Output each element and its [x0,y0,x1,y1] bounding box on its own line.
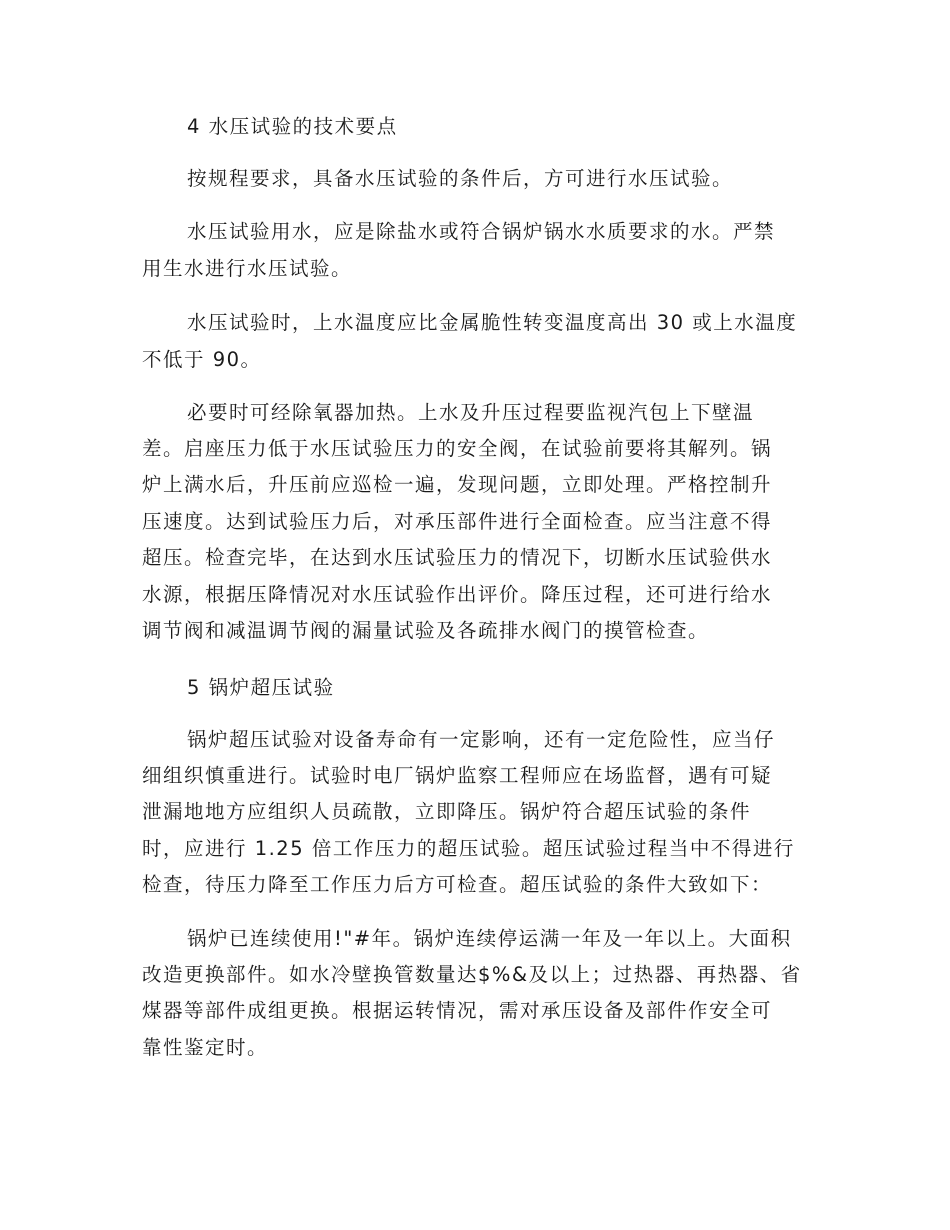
section-heading-4: 4 水压试验的技术要点 [187,115,398,138]
paragraph-4-line-7: 调节阀和减温调节阀的漏量试验及各疏排水阀门的摸管检查。 [142,619,710,642]
paragraph-4-line-5: 超压。检查完毕，在达到水压试验压力的情况下，切断水压试验供水 [142,546,773,569]
paragraph-1-line-1: 按规程要求，具备水压试验的条件后，方可进行水压试验。 [187,167,734,190]
paragraph-2-line-1: 水压试验用水，应是除盐水或符合锅炉锅水水质要求的水。严禁 [187,220,776,243]
section-heading-5: 5 锅炉超压试验 [187,676,335,699]
paragraph-6-line-1: 锅炉已连续使用!"#年。锅炉连续停运满一年及一年以上。大面积 [187,927,792,950]
paragraph-5-line-5: 检查，待压力降至工作压力后方可检查。超压试验的条件大致如下： [142,873,773,896]
paragraph-4-line-3: 炉上满水后，升压前应巡检一遍，发现问题，立即处理。严格控制升 [142,473,773,496]
paragraph-5-line-4: 时，应进行 1.25 倍工作压力的超压试验。超压试验过程当中不得进行 [142,837,795,860]
paragraph-4-line-1: 必要时可经除氧器加热。上水及升压过程要监视汽包上下壁温 [187,401,755,424]
paragraph-3-line-1: 水压试验时，上水温度应比金属脆性转变温度高出 30 或上水温度 [187,311,798,334]
paragraph-5-line-3: 泄漏地地方应组织人员疏散，立即降压。锅炉符合超压试验的条件 [142,800,752,823]
paragraph-4-line-6: 水源，根据压降情况对水压试验作出评价。降压过程，还可进行给水 [142,583,773,606]
paragraph-5-line-1: 锅炉超压试验对设备寿命有一定影响，还有一定危险性，应当仔 [187,728,776,751]
paragraph-6-line-2: 改造更换部件。如水冷壁换管数量达$%&及以上；过热器、再热器、省 [142,963,802,986]
paragraph-3-line-2: 不低于 90。 [142,348,262,371]
paragraph-6-line-3: 煤器等部件成组更换。根据运转情况，需对承压设备及部件作安全可 [142,999,773,1022]
paragraph-5-line-2: 细组织慎重进行。试验时电厂锅炉监察工程师应在场监督，遇有可疑 [142,764,773,787]
paragraph-2-line-2: 用生水进行水压试验。 [142,257,353,280]
paragraph-6-line-4: 靠性鉴定时。 [142,1036,269,1059]
paragraph-4-line-2: 差。启座压力低于水压试验压力的安全阀，在试验前要将其解列。锅 [142,437,773,460]
paragraph-4-line-4: 压速度。达到试验压力后，对承压部件进行全面检查。应当注意不得 [142,510,773,533]
